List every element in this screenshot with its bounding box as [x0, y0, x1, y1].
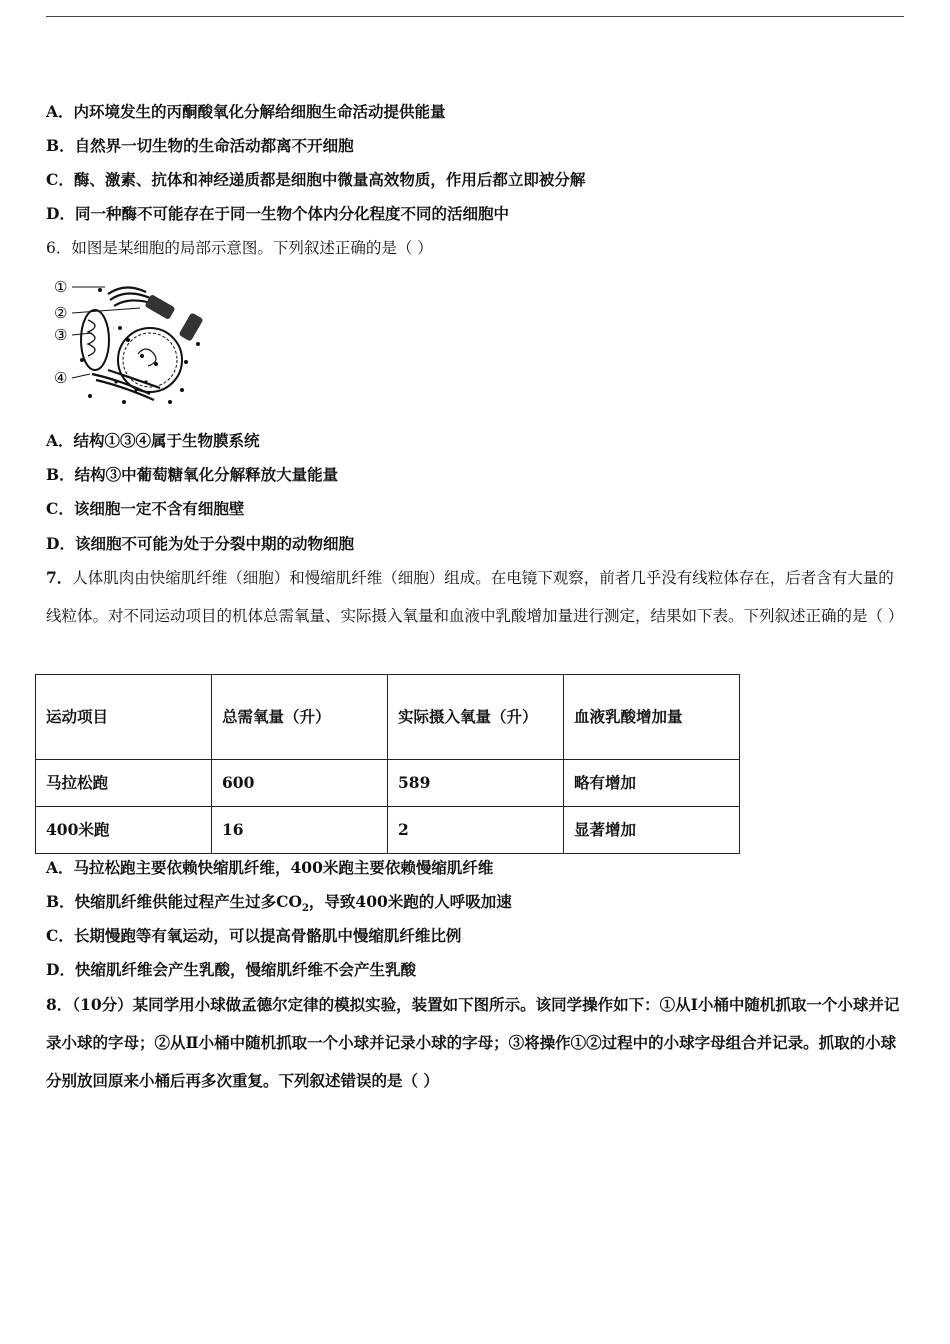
q7-option-a: A．马拉松跑主要依赖快缩肌纤维，400米跑主要依赖慢缩肌纤维: [46, 858, 494, 877]
label-1: ①: [54, 278, 68, 296]
q7-option-b-pre: B．快缩肌纤维供能过程产生过多CO: [46, 892, 302, 911]
q7-option-b-sub: 2: [301, 903, 309, 915]
centriole: [144, 294, 203, 342]
table-cell: 400米跑: [36, 807, 212, 854]
table-header-cell: 运动项目: [36, 675, 212, 760]
q6-option-b: B．结构③中葡萄糖氧化分解释放大量能量: [46, 465, 339, 484]
q5-option-d: D．同一种酶不可能存在于同一生物个体内分化程度不同的活细胞中: [46, 204, 509, 223]
q6-option-d: D．该细胞不可能为处于分裂中期的动物细胞: [46, 534, 354, 553]
q7-option-b: [46, 892, 512, 919]
q5-option-a: A．内环境发生的丙酮酸氧化分解给细胞生命活动提供能量: [46, 102, 446, 121]
table-cell: 589: [388, 760, 564, 807]
table-header-cell: 血液乳酸增加量: [564, 675, 740, 760]
table-cell: 600: [212, 760, 388, 807]
label-2: ②: [54, 304, 68, 322]
table-header-row: [36, 675, 740, 760]
table-row: [36, 760, 740, 807]
label-3: ③: [54, 326, 68, 344]
q5-option-b: B．自然界一切生物的生命活动都离不开细胞: [46, 136, 354, 155]
cell-diagram: [50, 270, 210, 410]
table-cell: 显著增加: [564, 807, 740, 854]
q6-option-c: C．该细胞一定不含有细胞壁: [46, 499, 245, 518]
cell-diagram-svg: [50, 270, 210, 410]
q7-data-table: [35, 674, 740, 854]
table-header-cell: 实际摄入氧量（升）: [388, 675, 564, 760]
q7-option-b-post: ，导致400米跑的人呼吸加速: [308, 892, 512, 911]
q7-option-d: D．快缩肌纤维会产生乳酸，慢缩肌纤维不会产生乳酸: [46, 960, 416, 979]
q7-stem-text: 人体肌肉由快缩肌纤维（细胞）和慢缩肌纤维（细胞）组成。在电镜下观察，前者几乎没有线粒体存在，后者含有大量的线粒体。对不同运动项目的机体总需氧量、实际摄入氧量和血液中乳酸增加量进行测定，结果如下表。下列叙述正确的是（ ）: [46, 569, 904, 625]
q6-stem: 6．如图是某细胞的局部示意图。下列叙述正确的是（ ）: [46, 239, 433, 257]
mitochondrion: [81, 310, 109, 370]
table-cell: 略有增加: [564, 760, 740, 807]
nucleus: [118, 328, 182, 392]
q5-option-c: C．酶、激素、抗体和神经递质都是细胞中微量高效物质，作用后都立即被分解: [46, 170, 586, 189]
table-row: [36, 807, 740, 854]
table-cell: 2: [388, 807, 564, 854]
table-cell: 马拉松跑: [36, 760, 212, 807]
q7-option-c: C．长期慢跑等有氧运动，可以提高骨骼肌中慢缩肌纤维比例: [46, 926, 462, 945]
ribosomes: [80, 288, 200, 404]
endoplasmic-reticulum: [92, 370, 160, 400]
q6-option-a: A．结构①③④属于生物膜系统: [46, 431, 260, 450]
table-header-cell: 总需氧量（升）: [212, 675, 388, 760]
q7-number: 7．: [46, 568, 73, 587]
q7-stem: [46, 559, 904, 635]
table-cell: 16: [212, 807, 388, 854]
q8-stem: 8．（10分）某同学用小球做孟德尔定律的模拟实验，装置如下图所示。该同学操作如下：①从Ⅰ小桶中随机抓取一个小球并记录小球的字母；②从Ⅱ小桶中随机抓取一个小球并记录小球的字母；③将操作①②过程中的小球字母组合并记录。抓取的小球分别放回原来小桶后再多次重复。下列叙述错误的是（ ）: [46, 995, 900, 1090]
header-rule: [46, 16, 904, 17]
label-4: ④: [54, 369, 68, 387]
